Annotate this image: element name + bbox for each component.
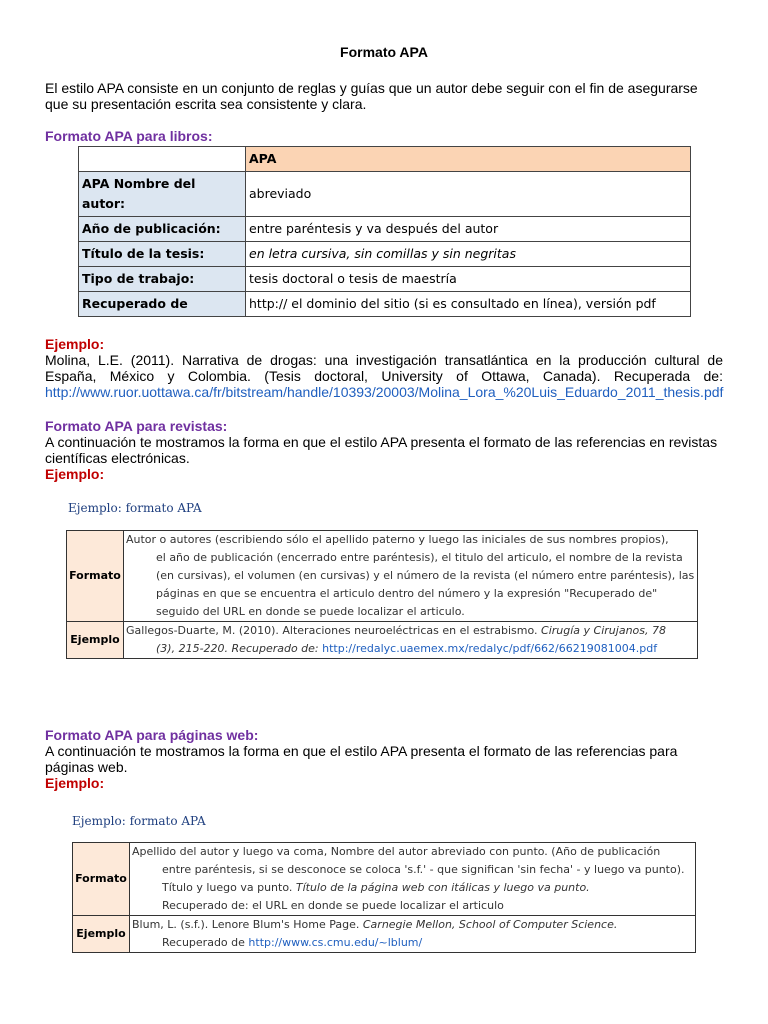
table-row	[79, 217, 691, 242]
format-text: entre paréntesis, si se desconoce se coloca 's.f.' - que significan 'sin fecha' - y luego va punto). Título y luego va punto.	[162, 863, 685, 894]
web-format-table	[72, 842, 696, 953]
format-label: Formato	[67, 531, 124, 622]
table-row	[79, 172, 691, 217]
row-value: http:// el dominio del sitio (si es consultado en línea), versión pdf	[246, 292, 691, 317]
row-key: Año de publicación:	[79, 217, 246, 242]
example-link[interactable]: http://redalyc.uaemex.mx/redalyc/pdf/662/66219081004.pdf	[322, 642, 658, 655]
table-row	[73, 843, 696, 916]
intro-paragraph: El estilo APA consiste en un conjunto de reglas y guías que un autor debe seguir con el fin de asegurarse que su presentación escrita sea consistente y clara.	[45, 80, 698, 112]
journals-format-table	[66, 530, 698, 659]
books-example-text	[45, 352, 723, 400]
table-row	[67, 531, 698, 622]
format-italic: Título de la página web con itálicas y luego va punto.	[295, 881, 590, 894]
example-value	[130, 916, 696, 953]
books-example-label: Ejemplo:	[45, 336, 105, 352]
row-key: Tipo de trabajo:	[79, 267, 246, 292]
example-line	[132, 934, 693, 952]
row-key: APA Nombre del autor:	[79, 172, 246, 217]
web-caption: Ejemplo: formato APA	[72, 814, 206, 828]
example-label: Ejemplo	[73, 916, 130, 953]
table-header-empty	[79, 147, 246, 172]
example-line	[126, 640, 695, 658]
example-link[interactable]: http://www.cs.cmu.edu/~lblum/	[248, 936, 423, 949]
row-key: Título de la tesis:	[79, 242, 246, 267]
journals-text: A continuación te mostramos la forma en que el estilo APA presenta el formato de las referencias en revistas científicas electrónicas.	[45, 434, 718, 466]
web-example-label: Ejemplo:	[45, 775, 105, 791]
citation-link[interactable]: http://www.ruor.uottawa.ca/fr/bitstream/handle/10393/20003/Molina_Lora_%20Luis_Eduardo_2011_thesis.pdf	[45, 384, 724, 400]
example-italic: Cirugía y Cirujanos, 78	[541, 624, 666, 637]
example-italic: Carnegie Mellon, School of Computer Science.	[362, 918, 618, 931]
row-value: en letra cursiva, sin comillas y sin negritas	[246, 242, 691, 267]
table-header-apa: APA	[246, 147, 691, 172]
citation-text: Molina, L.E. (2011). Narrativa de drogas: una investigación transatlántica en la producción cultural de España, México y Colombia. (Tesis doctoral, University of Ottawa, Canada). Recuperada de:	[45, 352, 723, 384]
example-italic: (3), 215-220. Recuperado de:	[156, 642, 323, 655]
books-table	[78, 146, 691, 317]
format-line: Recuperado de: el URL en donde se puede localizar el articulo	[162, 899, 504, 912]
table-row	[73, 916, 696, 953]
row-value: abreviado	[246, 172, 691, 217]
journals-example-label: Ejemplo:	[45, 466, 105, 482]
table-row	[79, 242, 691, 267]
format-line: Autor o autores (escribiendo sólo el apellido paterno y luego las iniciales de sus nombres propios),	[126, 533, 669, 546]
example-value	[124, 622, 698, 659]
web-heading: Formato APA para páginas web:	[45, 727, 259, 743]
page-title: Formato APA	[340, 44, 428, 60]
table-row	[79, 267, 691, 292]
books-heading: Formato APA para libros:	[45, 128, 213, 144]
table-row	[67, 622, 698, 659]
example-label: Ejemplo	[67, 622, 124, 659]
format-line	[132, 861, 693, 897]
web-text: A continuación te mostramos la forma en que el estilo APA presenta el formato de las referencias para páginas web.	[45, 743, 678, 775]
journals-heading: Formato APA para revistas:	[45, 418, 228, 434]
row-value: tesis doctoral o tesis de maestría	[246, 267, 691, 292]
format-value	[130, 843, 696, 916]
example-text: Blum, L. (s.f.). Lenore Blum's Home Page.	[132, 918, 363, 931]
table-row	[79, 147, 691, 172]
format-value	[124, 531, 698, 622]
row-value: entre paréntesis y va después del autor	[246, 217, 691, 242]
format-line: el año de publicación (encerrado entre paréntesis), el titulo del articulo, el nombre de la revista (en cursivas), el volumen (en cursivas) y el número de la revista (el número entre paréntesis), las páginas en que se encuentra el articulo dentro del número y la expresión "Recuperado de" seguido del URL en donde se puede localizar el articulo.	[156, 551, 695, 618]
format-line: Apellido del autor y luego va coma, Nombre del autor abreviado con punto. (Año de publicación	[132, 845, 661, 858]
example-text: Recuperado de	[162, 936, 249, 949]
row-key: Recuperado de	[79, 292, 246, 317]
format-label: Formato	[73, 843, 130, 916]
table-row	[79, 292, 691, 317]
example-text: Gallegos-Duarte, M. (2010). Alteraciones neuroeléctricas en el estrabismo.	[126, 624, 542, 637]
journals-caption: Ejemplo: formato APA	[68, 501, 202, 515]
